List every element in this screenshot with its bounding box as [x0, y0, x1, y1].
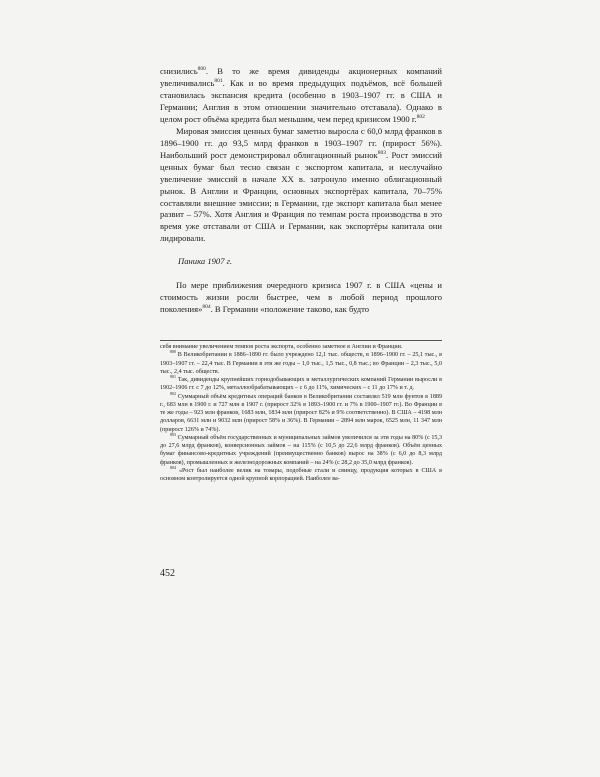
footnote-ref-800[interactable]: 800: [197, 66, 206, 73]
text-run: По мере приближения очередного кризиса 1907 г. в США «цены и стоимость жизни росли быстрее, чем в любой период прошлого поколения»: [160, 280, 442, 314]
footnote-ref-802[interactable]: 802: [416, 113, 425, 120]
paragraph-2: [160, 126, 442, 245]
footnote-text: Суммарный объём кредитных операций банков в Великобритании составлял 519 млн фунтов в 1889 г., 683 млн в 1900 г. и 727 млн в 1907 г. (прирост 32% в 1893–1900 гг. и 7% в 1900–1907 гг.). Во Франции в те же годы – 923 млн франков, 1683 млн, 1834 млн (прирост 82% и 9% соответственно). В США – 4198 млн долларов, 6631 млн и 9032 млн (прирост 58% и 36%). В Германии – 2894 млн марок, 6525 млн, 11 347 млн (прирост 126% и 74%).: [160, 393, 442, 433]
footnote-text: В Великобритании в 1886–1890 гг. было учреждено 12,1 тыс. обществ, в 1896–1900 гг. – 25,1 тыс., в 1903–1907 гг. – 22,4 тыс. В Германии в эти же годы – 1,0 тыс., 1,5 тыс., 0,8 тыс.; во Франции – 2,3 тыс., 5,0 тыс., 2,4 тыс. обществ.: [160, 352, 442, 375]
text-run: снизились: [160, 66, 198, 76]
footnote-continuation: себя внимание увеличением темпов роста экспорта, особенно заметное в Англии и Франции.: [160, 344, 403, 350]
footnote-number: 802: [170, 390, 176, 396]
footnote-number: 800: [170, 349, 176, 355]
footnote-number: 801: [170, 373, 176, 379]
footnote-number: 804: [170, 464, 176, 470]
footnote-divider: [160, 340, 442, 341]
footnote-text: «Рост был наиболее велик на товары, подобные стали и свинцу, продукция которых в США в основном контролируется одной крупной корпорацией. Наиболее ва-: [160, 467, 442, 482]
text-run: . Рост эмиссий ценных бумаг был тесно связан с экспортом капитала, и неслучайно увеличение эмиссий в начале XX в. затронуло именно облигационный рынок. В Англии и Франции, основных экспортёрах капитала, 70–75% составляли внешние эмиссии; в Германии, где экспорт капитала был менее развит – 57%. Хотя Англия и Франция по темпам роста производства в это время уже отставали от США и Германии, как экспортёры капитала они лидировали.: [160, 149, 442, 244]
page-number: 452: [160, 568, 175, 579]
footnote-ref-803[interactable]: 803: [377, 150, 386, 157]
footnote-number: 803: [170, 431, 176, 437]
text-run: Мировая эмиссия ценных бумаг заметно выросла с 60,0 млрд франков в 1896–1900 гг. до 93,5 млрд франков в 1903–1907 гг. (прирост 56%). Наибольший рост демонстрировал облигационный рынок: [160, 126, 442, 160]
footnote-text: Так, дивиденды крупнейших горнодобывающих и металлургических компаний Германии выросли в 1902–1906 гг. с 7 до 12%, металлообрабатывающих – с 6 до 11%, химических – с 11 до 17% и т. д.: [160, 377, 442, 392]
footnote-800: [160, 351, 442, 376]
footnote-804: [160, 464, 442, 484]
text-run: . Как и во время предыдущих подъёмов, всё большей становилась экспансия кредита (особенно в 1903–1907 гг. в США и Германии; Англия в этом отношении значительно отставала). Однако в целом рост объёма кредита был меньшим, чем перед кризисом 1900 г.: [160, 77, 442, 124]
footnote-ref-801[interactable]: 801: [214, 78, 223, 85]
text-run: . В Германии «положение таково, как будто: [210, 303, 370, 314]
text-run: . В то же время дивиденды акционерных компаний увеличивались: [160, 66, 442, 88]
section-heading: Паника 1907 г.: [178, 256, 233, 267]
footnote-text: Суммарный объём государственных и муниципальных займов увеличился за эти годы на 80% (с 15,3 до 27,6 млрд франков), конверсионных займов – на 115% (с 10,5 до 22,6 млрд франков). Объём ценных бумаг финансово-кредитных учреждений (преимущественно банков) вырос на 38% (с 6,0 до 8,3 млрд франков), промышленных и железнодорожных компаний – на 24% (с 28,2 до 35,0 млрд франков).: [160, 434, 442, 466]
footnote-803: [160, 431, 442, 467]
footnote-802: [160, 390, 442, 434]
paragraph-3: [160, 280, 442, 316]
paragraph-1: [160, 66, 442, 126]
footnote-ref-804[interactable]: 804: [202, 304, 211, 311]
main-text: [160, 66, 442, 316]
footnotes: [160, 343, 442, 483]
footnote-801: [160, 373, 442, 396]
